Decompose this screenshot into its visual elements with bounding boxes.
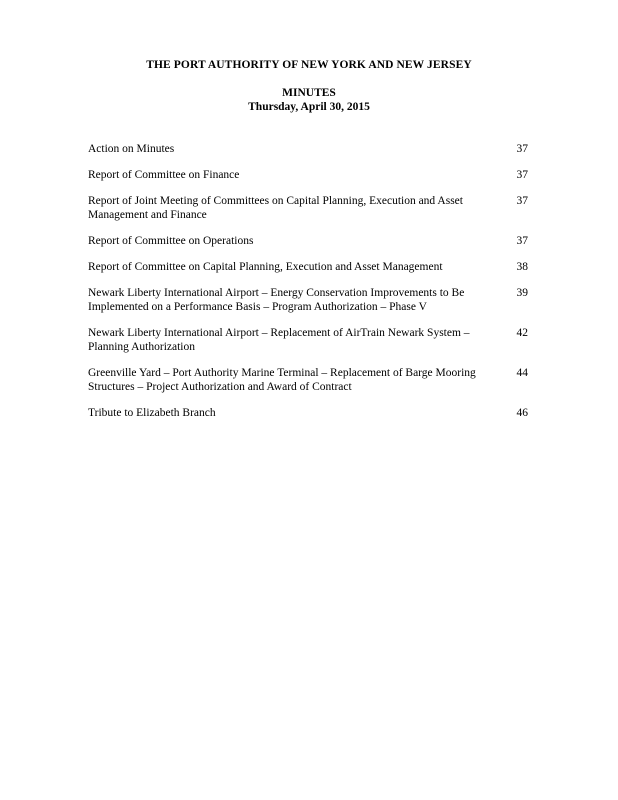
toc-entry-title: Report of Committee on Operations bbox=[88, 235, 254, 247]
meeting-date: Thursday, April 30, 2015 bbox=[248, 101, 370, 113]
toc-entry-title: Report of Committee on Finance bbox=[88, 169, 240, 181]
toc-entry-page: 39 bbox=[516, 287, 528, 299]
organization-title: THE PORT AUTHORITY OF NEW YORK AND NEW JERSEY bbox=[146, 59, 472, 71]
toc-entry-page: 37 bbox=[516, 143, 528, 155]
toc-entry-action-on-minutes bbox=[88, 142, 528, 156]
toc-entry-airtrain-replacement bbox=[88, 326, 528, 354]
toc-entry-capital-planning bbox=[88, 260, 528, 274]
toc-entry-committee-on-operations bbox=[88, 234, 528, 248]
table-of-contents bbox=[88, 142, 528, 432]
toc-entry-page: 44 bbox=[516, 367, 528, 379]
toc-entry-committee-on-finance bbox=[88, 168, 528, 182]
toc-entry-energy-conservation bbox=[88, 286, 528, 314]
toc-entry-title: Tribute to Elizabeth Branch bbox=[88, 407, 216, 419]
toc-entry-page: 46 bbox=[516, 407, 528, 419]
toc-entry-joint-meeting bbox=[88, 194, 528, 222]
toc-entry-page: 37 bbox=[516, 195, 528, 207]
toc-entry-page: 38 bbox=[516, 261, 528, 273]
toc-entry-page: 42 bbox=[516, 327, 528, 339]
toc-entry-greenville-yard bbox=[88, 366, 528, 394]
toc-entry-page: 37 bbox=[516, 169, 528, 181]
toc-entry-title: Greenville Yard – Port Authority Marine Terminal – Replacement of Barge Mooring Structures – Project Authorization and Award of Contract bbox=[88, 367, 476, 393]
toc-entry-title: Newark Liberty International Airport – Energy Conservation Improvements to Be Implemented on a Performance Basis – Program Authorization – Phase V bbox=[88, 287, 465, 313]
toc-entry-title: Report of Joint Meeting of Committees on Capital Planning, Execution and Asset Management and Finance bbox=[88, 195, 463, 221]
toc-entry-page: 37 bbox=[516, 235, 528, 247]
toc-entry-title: Report of Committee on Capital Planning, Execution and Asset Management bbox=[88, 261, 443, 273]
toc-entry-title: Newark Liberty International Airport – Replacement of AirTrain Newark System – Planning Authorization bbox=[88, 327, 470, 353]
toc-entry-tribute bbox=[88, 406, 528, 420]
document-title: MINUTES bbox=[282, 87, 336, 99]
toc-entry-title: Action on Minutes bbox=[88, 143, 175, 155]
